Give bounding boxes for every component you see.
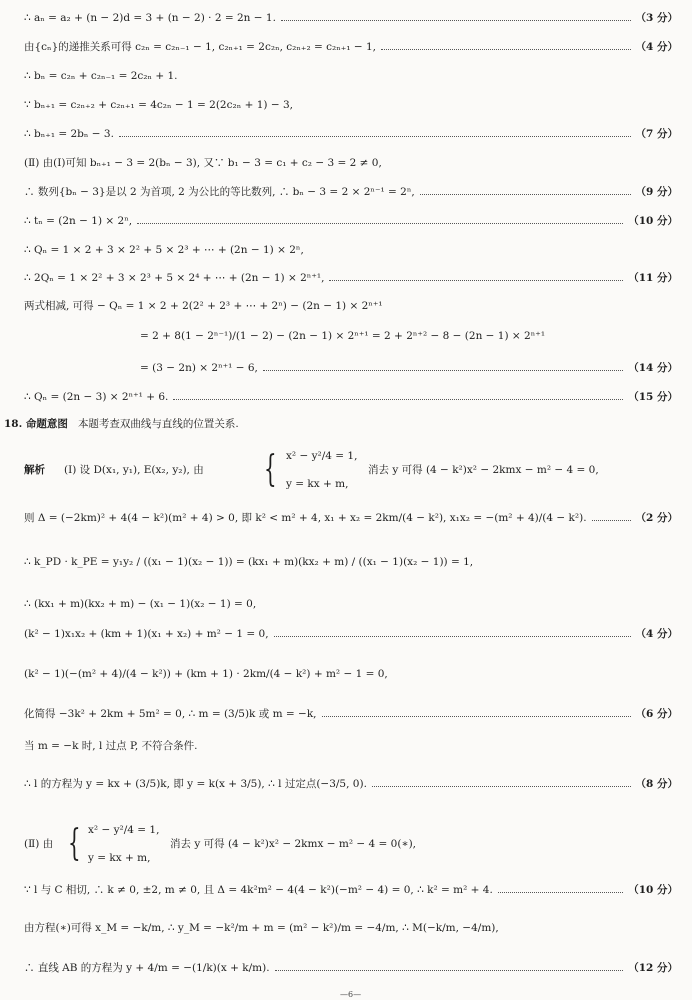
solution-line: (k² − 1)(−(m² + 4)/(4 − k²)) + (km + 1) · 2km/(4 − k²) + m² − 1 = 0, — [24, 668, 388, 680]
brace-icon: { — [68, 823, 81, 864]
system-result: 消去 y 可得 (4 − k²)x² − 2kmx − m² − 4 = 0, — [368, 464, 599, 476]
solution-line: ∵ bₙ₊₁ = c₂ₙ₊₂ + c₂ₙ₊₁ = 4c₂ₙ − 1 = 2(2c₂ₙ + 1) − 3, — [24, 99, 293, 111]
solution-line: ∴ l 的方程为 y = kx + (3/5)k, 即 y = k(x + 3/5), ∴ l 过定点(−3/5, 0). （8 分） — [24, 778, 678, 790]
solution-line: ∴ (kx₁ + m)(kx₂ + m) − (x₁ − 1)(x₂ − 1) = 0, — [24, 598, 257, 610]
system-eq1: x² − y²/4 = 1, — [286, 450, 358, 462]
brace-icon: { — [264, 449, 277, 490]
solution-line: 两式相减, 可得 − Qₙ = 1 × 2 + 2(2² + 2³ + ⋯ + 2ⁿ) − (2n − 1) × 2ⁿ⁺¹ — [24, 300, 383, 312]
system-eq1: x² − y²/4 = 1, — [88, 824, 160, 836]
solution-line: (Ⅱ) 由(Ⅰ)可知 bₙ₊₁ − 3 = 2(bₙ − 3), 又∵ b₁ − 3 = c₁ + c₂ − 3 = 2 ≠ 0, — [24, 157, 382, 169]
part2b-intro: (Ⅱ) 由 — [24, 838, 54, 850]
system-eq2: y = kx + m, — [286, 478, 349, 490]
solution-line: ∴ Qₙ = 1 × 2 + 3 × 2² + 5 × 2³ + ⋯ + (2n − 1) × 2ⁿ, — [24, 244, 304, 256]
jiexi-label: 解析 — [24, 464, 45, 476]
problem-description: 本题考查双曲线与直线的位置关系. — [77, 418, 239, 430]
solution-line: ∴ bₙ = c₂ₙ + c₂ₙ₋₁ = 2c₂ₙ + 1. — [24, 70, 178, 82]
problem-label: 18. 命题意图 — [4, 418, 68, 430]
system-eq2: y = kx + m, — [88, 852, 151, 864]
equation-system-1 — [24, 446, 684, 502]
solution-line: ∴ 直线 AB 的方程为 y + 4/m = −(1/k)(x + k/m). （12 分） — [24, 962, 678, 974]
equation-system-2 — [24, 820, 684, 876]
page-number: —6— — [340, 990, 362, 999]
solution-line: 则 Δ = (−2km)² + 4(4 − k²)(m² + 4) > 0, 即 k² < m² + 4, x₁ + x₂ = 2km/(4 − k²), x₁x₂ = −(m² + 4)/(4 − k²). （2 分） — [24, 512, 678, 524]
problem-header — [4, 418, 678, 432]
solution-line: ∴ k_PD · k_PE = y₁y₂ / ((x₁ − 1)(x₂ − 1)) = (kx₁ + m)(kx₂ + m) / ((x₁ − 1)(x₂ − 1)) = 1, — [24, 556, 474, 568]
solution-line: = 2 + 8(1 − 2ⁿ⁻¹)/(1 − 2) − (2n − 1) × 2ⁿ⁺¹ = 2 + 2ⁿ⁺² − 8 − (2n − 1) × 2ⁿ⁺¹ — [140, 330, 546, 342]
solution-line: ∴ 2Qₙ = 1 × 2² + 3 × 2³ + 5 × 2⁴ + ⋯ + (2n − 1) × 2ⁿ⁺¹, （11 分） — [24, 272, 678, 284]
solution-line: ∴ Qₙ = (2n − 3) × 2ⁿ⁺¹ + 6. （15 分） — [24, 391, 678, 403]
solution-line: ∴ aₙ = a₂ + (n − 2)d = 3 + (n − 2) · 2 = 2n − 1. （3 分） — [24, 12, 678, 24]
solution-line: 由方程(∗)可得 x_M = −k/m, ∴ y_M = −k²/m + m = (m² − k²)/m = −4/m, ∴ M(−k/m, −4/m), — [24, 922, 499, 934]
solution-line: 化简得 −3k² + 2km + 5m² = 0, ∴ m = (3/5)k 或 m = −k, （6 分） — [24, 708, 678, 720]
solution-line: 当 m = −k 时, l 过点 P, 不符合条件. — [24, 740, 198, 752]
solution-line: ∴ 数列{bₙ − 3}是以 2 为首项, 2 为公比的等比数列, ∴ bₙ − 3 = 2 × 2ⁿ⁻¹ = 2ⁿ, （9 分） — [24, 186, 678, 198]
solution-line: ∵ l 与 C 相切, ∴ k ≠ 0, ±2, m ≠ 0, 且 Δ = 4k²m² − 4(4 − k²)(−m² − 4) = 0, ∴ k² = m² + 4. （10 分） — [24, 884, 678, 896]
solution-line: ∴ tₙ = (2n − 1) × 2ⁿ, （10 分） — [24, 215, 678, 227]
solution-line: (k² − 1)x₁x₂ + (km + 1)(x₁ + x₂) + m² − 1 = 0, （4 分） — [24, 628, 678, 640]
jiexi-intro: (Ⅰ) 设 D(x₁, y₁), E(x₂, y₂), 由 — [64, 464, 204, 476]
solution-line: = (3 − 2n) × 2ⁿ⁺¹ − 6, （14 分） — [140, 362, 678, 374]
system-result: 消去 y 可得 (4 − k²)x² − 2kmx − m² − 4 = 0(∗), — [170, 838, 417, 850]
solution-line: 由{cₙ}的递推关系可得 c₂ₙ = c₂ₙ₋₁ − 1, c₂ₙ₊₁ = 2c₂ₙ, c₂ₙ₊₂ = c₂ₙ₊₁ − 1, （4 分） — [24, 41, 678, 53]
solution-line: ∴ bₙ₊₁ = 2bₙ − 3. （7 分） — [24, 128, 678, 140]
